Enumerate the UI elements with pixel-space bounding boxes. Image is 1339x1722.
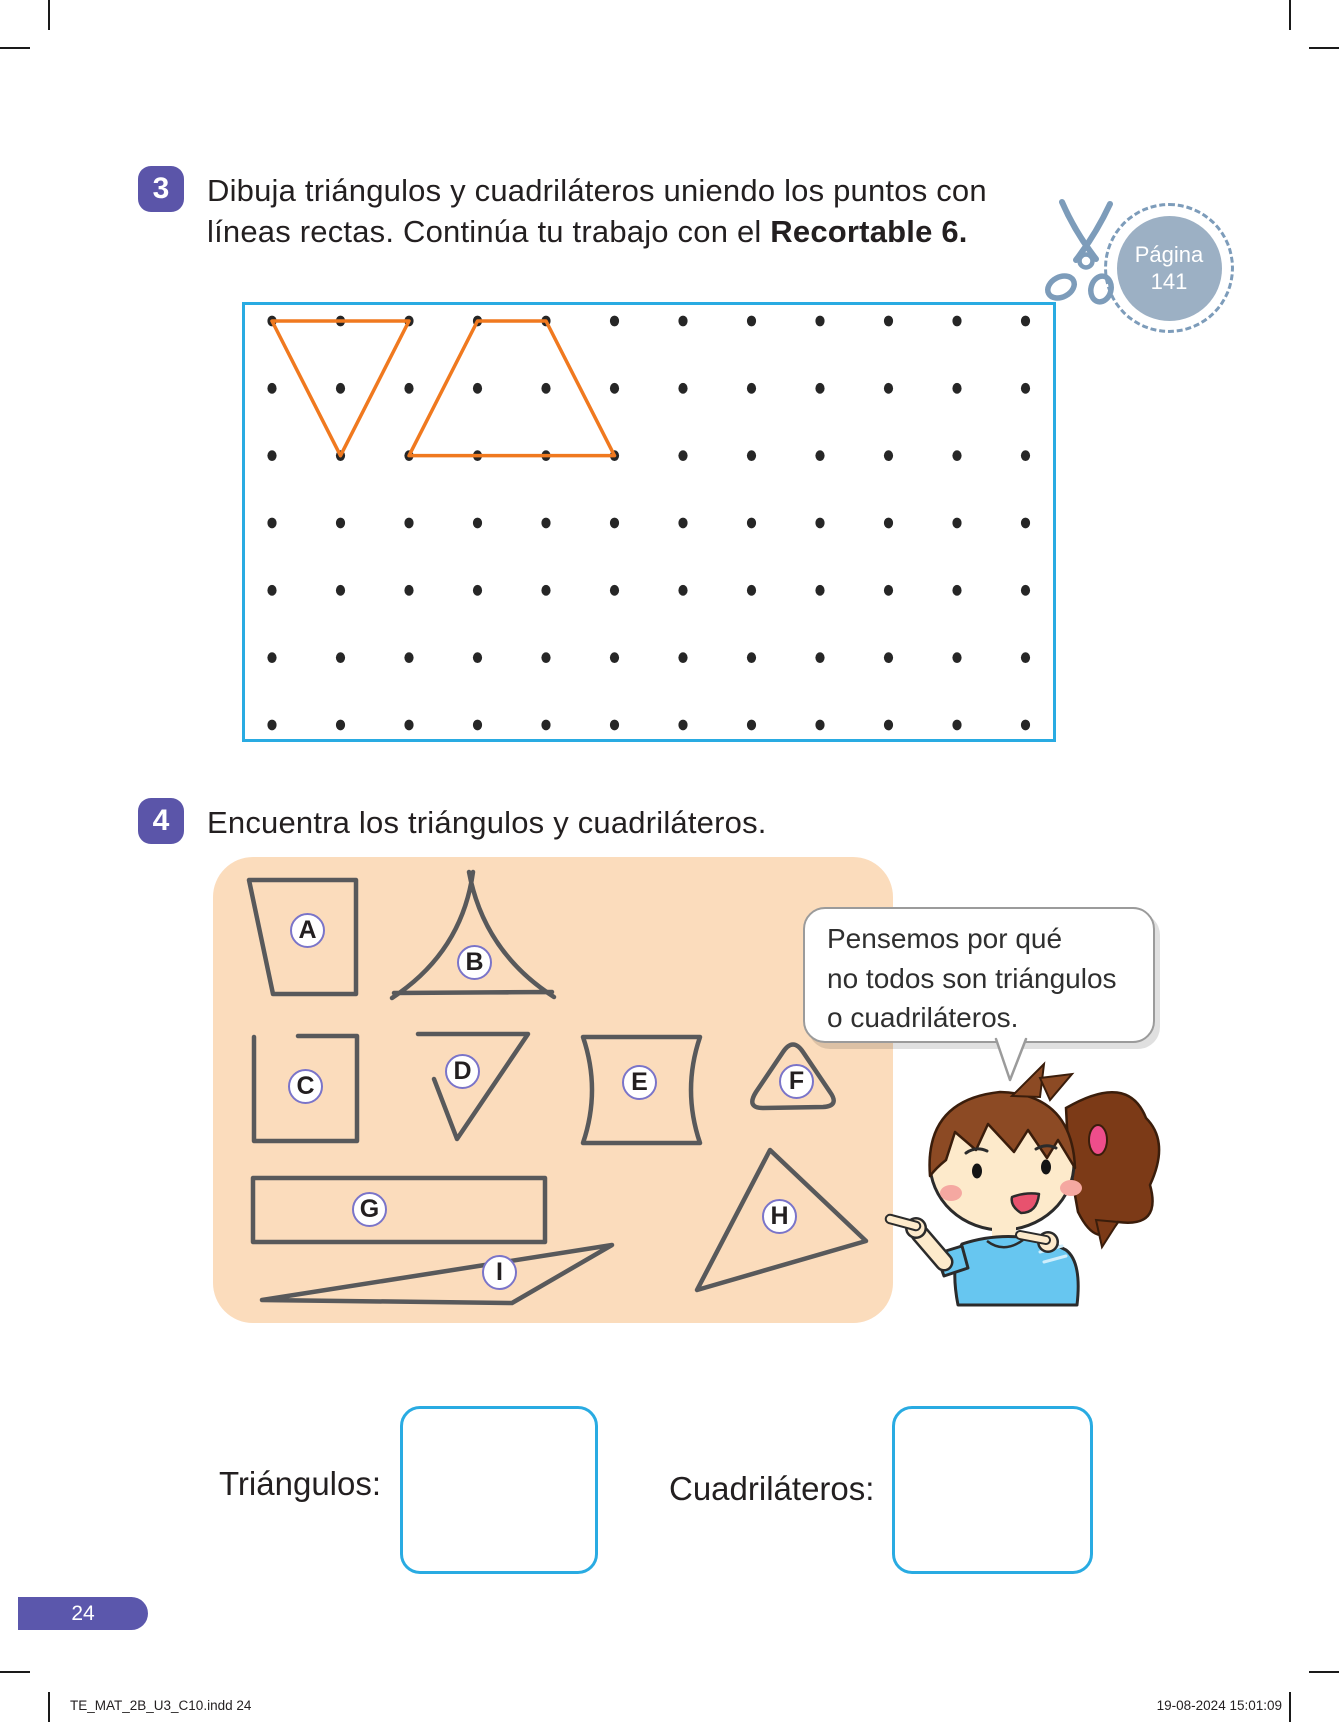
- quadrilaterals-label: Cuadriláteros:: [669, 1470, 875, 1507]
- crop-mark-top-left-h: [0, 47, 30, 49]
- drawn-trapezoid: [409, 321, 615, 456]
- shirt: [955, 1236, 1078, 1305]
- pointing-arm: [890, 1217, 968, 1276]
- grid-dot: [610, 316, 619, 327]
- grid-dot: [884, 383, 893, 394]
- exercise-4-heading: Encuentra los triángulos y cuadriláteros.: [207, 805, 767, 840]
- grid-dot: [884, 652, 893, 663]
- grid-dot: [815, 450, 824, 461]
- page-number: 24: [71, 1601, 95, 1625]
- shape-label-I: [482, 1255, 517, 1290]
- hair-tie: [1089, 1125, 1107, 1155]
- grid-dot: [747, 383, 756, 394]
- shape-letter-B: B: [465, 948, 484, 976]
- grid-dot: [884, 450, 893, 461]
- crop-mark-bottom-right-h: [1309, 1671, 1339, 1673]
- grid-dot: [678, 518, 687, 529]
- triangles-answer-box[interactable]: [400, 1406, 598, 1574]
- grid-dot: [473, 585, 482, 596]
- shape-I-thin-triangle: [262, 1245, 612, 1303]
- shape-label-D: [445, 1054, 480, 1089]
- grid-dot: [952, 316, 961, 327]
- grid-dot: [404, 383, 413, 394]
- grid-dot: [610, 720, 619, 731]
- grid-dot: [541, 720, 550, 731]
- grid-dot: [1021, 450, 1030, 461]
- grid-dot: [1021, 518, 1030, 529]
- grid-dot: [884, 518, 893, 529]
- grid-dot: [815, 720, 824, 731]
- footer-timestamp: 19-08-2024 15:01:09: [1156, 1698, 1282, 1713]
- grid-dot: [815, 383, 824, 394]
- grid-dot: [747, 518, 756, 529]
- grid-dot: [267, 652, 276, 663]
- grid-dot: [610, 383, 619, 394]
- quadrilaterals-answer-box[interactable]: [892, 1406, 1093, 1574]
- exercise-3-number: 3: [152, 172, 170, 205]
- grid-dot: [1021, 585, 1030, 596]
- grid-dot: [678, 450, 687, 461]
- grid-dot: [747, 652, 756, 663]
- page-reference-number: 141: [1150, 269, 1188, 294]
- grid-dot: [267, 720, 276, 731]
- grid-dot: [815, 652, 824, 663]
- grid-dot: [815, 518, 824, 529]
- dot-grid-svg: [245, 305, 1053, 739]
- grid-dot: [541, 585, 550, 596]
- shape-label-F: [779, 1064, 814, 1099]
- shape-label-E: [622, 1065, 657, 1100]
- shape-D-open-triangle: [418, 1034, 528, 1139]
- speech-line-2: no todos son triángulos: [827, 962, 1117, 994]
- grid-dot: [952, 450, 961, 461]
- grid-dot: [747, 585, 756, 596]
- grid-dot: [678, 316, 687, 327]
- grid-dot: [473, 720, 482, 731]
- speech-line-3: o cuadriláteros.: [827, 1002, 1019, 1033]
- grid-dot: [610, 518, 619, 529]
- speech-bubble-text: [827, 919, 1117, 1038]
- exercise-4-number: 4: [152, 804, 170, 837]
- grid-dot: [678, 585, 687, 596]
- student-illustration: [865, 1055, 1165, 1315]
- grid-dot: [336, 585, 345, 596]
- shape-letter-D: D: [453, 1057, 472, 1085]
- grid-dot: [336, 518, 345, 529]
- page-number-bar: [18, 1597, 148, 1630]
- crop-mark-bottom-left-h: [0, 1671, 30, 1673]
- grid-dot: [541, 652, 550, 663]
- grid-dot: [815, 585, 824, 596]
- grid-dot: [267, 585, 276, 596]
- grid-dot: [678, 720, 687, 731]
- exercise-3-badge: [138, 166, 184, 212]
- triangles-label: Triángulos:: [219, 1465, 382, 1502]
- footer-filename: TE_MAT_2B_U3_C10.indd 24: [70, 1698, 252, 1713]
- shape-label-B: [457, 945, 492, 980]
- shape-label-H: [762, 1199, 797, 1234]
- exercise-3-line2: [207, 211, 968, 252]
- shape-letter-H: H: [770, 1202, 789, 1230]
- grid-dot: [404, 585, 413, 596]
- grid-dot: [267, 518, 276, 529]
- grid-dot: [404, 652, 413, 663]
- grid-dot: [473, 383, 482, 394]
- recortable-reference: Recortable 6: [770, 214, 959, 249]
- grid-dot: [678, 652, 687, 663]
- grid-dot: [952, 720, 961, 731]
- grid-dot: [952, 585, 961, 596]
- grid-dot: [1021, 383, 1030, 394]
- shape-label-A: [290, 913, 325, 948]
- grid-dot: [404, 720, 413, 731]
- grid-dot: [473, 652, 482, 663]
- grid-dot: [1021, 316, 1030, 327]
- grid-dot: [747, 720, 756, 731]
- shape-letter-I: I: [496, 1258, 503, 1286]
- speech-line-1: Pensemos por qué: [827, 923, 1063, 954]
- exercise-3-line2-normal: líneas rectas. Continúa tu trabajo con el: [207, 214, 771, 249]
- exercise-3-line1: Dibuja triángulos y cuadriláteros uniendo los puntos con: [207, 173, 987, 208]
- grid-dot: [541, 383, 550, 394]
- grid-dot: [336, 720, 345, 731]
- grid-dot: [747, 316, 756, 327]
- grid-dot: [541, 518, 550, 529]
- grid-dot: [267, 450, 276, 461]
- crop-mark-top-right-v: [1289, 0, 1291, 30]
- grid-dot: [610, 585, 619, 596]
- grid-dot: [952, 383, 961, 394]
- grid-dot: [678, 383, 687, 394]
- crop-mark-bottom-right-v: [1289, 1692, 1291, 1722]
- shape-letter-A: A: [298, 916, 317, 944]
- grid-dot: [336, 652, 345, 663]
- grid-dot: [884, 316, 893, 327]
- page-reference-word: Página: [1134, 242, 1204, 267]
- shape-letter-C: C: [296, 1072, 315, 1100]
- exercise-4-badge: [138, 798, 184, 844]
- shape-label-C: [288, 1069, 323, 1104]
- grid-dot: [610, 652, 619, 663]
- crop-mark-bottom-left-v: [48, 1692, 50, 1722]
- crop-mark-top-right-h: [1309, 47, 1339, 49]
- grid-dot: [404, 518, 413, 529]
- grid-dot: [267, 383, 276, 394]
- shape-letter-F: F: [788, 1067, 805, 1095]
- grid-dot: [952, 652, 961, 663]
- shape-G-rectangle: [253, 1178, 545, 1242]
- grid-dot: [336, 383, 345, 394]
- page-reference-badge: [1104, 203, 1234, 333]
- ponytail: [1066, 1092, 1159, 1247]
- shape-letter-G: G: [359, 1195, 380, 1223]
- grid-dot: [473, 518, 482, 529]
- grid-dot: [747, 450, 756, 461]
- dot-grid-box[interactable]: [242, 302, 1056, 742]
- grid-dot: [884, 720, 893, 731]
- crop-mark-top-left-v: [48, 0, 50, 30]
- page-reference-circle: [1117, 216, 1222, 321]
- grid-dot: [815, 316, 824, 327]
- shape-letter-E: E: [631, 1068, 648, 1096]
- grid-dot: [1021, 720, 1030, 731]
- grid-dot: [1021, 652, 1030, 663]
- exercise-3-line2-end: .: [958, 214, 968, 249]
- grid-dot: [952, 518, 961, 529]
- grid-dot: [884, 585, 893, 596]
- shape-label-G: [352, 1192, 387, 1227]
